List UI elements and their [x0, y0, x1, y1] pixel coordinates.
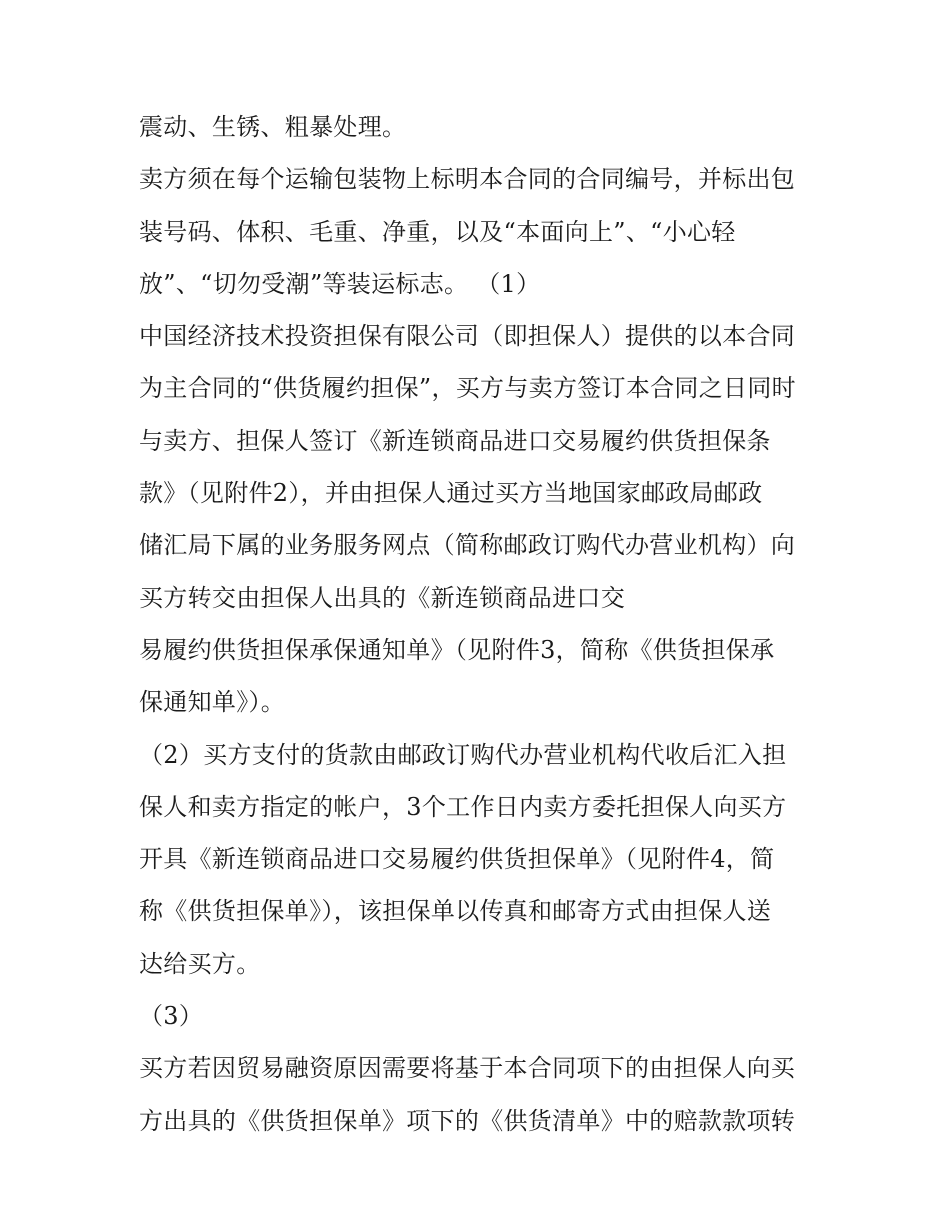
text-line: （3） [139, 1002, 204, 1031]
text-line: 装号码、体积、毛重、净重，以及“本面向上”、“小心轻 [139, 217, 736, 246]
document-body [139, 107, 819, 1153]
text-line: 中国经济技术投资担保有限公司（即担保人）提供的以本合同 [139, 322, 796, 351]
text-line: 称《供货担保单》），该担保单以传真和邮寄方式由担保人送 [139, 897, 772, 926]
text-line: 买方若因贸易融资原因需要将基于本合同项下的由担保人向买 [139, 1054, 796, 1083]
text-line: 易履约供货担保承保通知单》（见附件3，简称《供货担保承 [139, 635, 775, 664]
text-line: 储汇局下属的业务服务网点（简称邮政订购代办营业机构）向 [139, 531, 796, 560]
text-line: 与卖方、担保人签订《新连锁商品进口交易履约供货担保条 [139, 426, 771, 455]
text-line: 为主合同的“供货履约担保”，买方与卖方签订本合同之日同时 [139, 374, 796, 403]
text-line: 达给买方。 [139, 949, 261, 978]
text-line: 保人和卖方指定的帐户，3个工作日内卖方委托担保人向买方 [139, 792, 787, 821]
text-line: 款》（见附件2），并由担保人通过买方当地国家邮政局邮政 [139, 479, 763, 508]
text-line: 开具《新连锁商品进口交易履约供货担保单》（见附件4，简 [139, 845, 775, 874]
text-line: （2）买方支付的货款由邮政订购代办营业机构代收后汇入担 [139, 740, 787, 769]
text-line: 震动、生锈、粗暴处理。 [139, 113, 407, 141]
text-line: 买方转交由担保人出具的《新连锁商品进口交 [139, 583, 625, 612]
text-line: 卖方须在每个运输包装物上标明本合同的合同编号，并标出包 [139, 165, 796, 194]
text-line: 保通知单》）。 [139, 688, 286, 717]
text-line: 方出具的《供货担保单》项下的《供货清单》中的赔款款项转 [139, 1106, 796, 1135]
text-line: 放”、“切勿受潮”等装运标志。 （1） [139, 269, 541, 298]
